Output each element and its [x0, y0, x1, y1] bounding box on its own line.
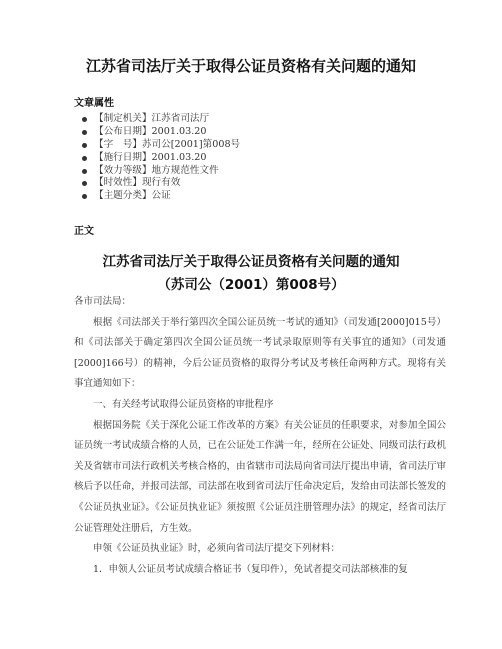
attribute-item: 【时效性】现行有效 — [94, 177, 240, 190]
attribute-item: 【制定机关】江苏省司法厅 — [94, 113, 240, 126]
attribute-item: 【施行日期】2001.03.20 — [94, 152, 240, 165]
paragraph: 根据《司法部关于举行第四次全国公证员统一考试的通知》（司发通[2000]015号）和《司法部关于确定第四次全国公证员统一考试录取原则等有关事宜的通知》（司发通[2000]166号）的精神，今后公证员资格的取得分考试及考核任命两种方式。现将有关事宜通知如下： — [74, 316, 446, 390]
document-title: 江苏省司法厅关于取得公证员资格有关问题的通知 — [85, 57, 416, 75]
attributes-heading: 文章属性 — [74, 98, 114, 109]
attributes-list — [94, 113, 240, 203]
attribute-item: 【字 号】苏司公[2001]第008号 — [94, 139, 240, 152]
body-heading: 正文 — [74, 226, 94, 237]
section-heading: 一、有关经考试取得公证员资格的审批程序 — [93, 398, 274, 410]
document-body — [74, 292, 446, 580]
main-title: 江苏省司法厅关于取得公证员资格有关问题的通知 — [102, 254, 400, 270]
salutation: 各市司法局： — [74, 296, 132, 307]
bullet-icon — [82, 130, 87, 135]
attribute-item: 【公布日期】2001.03.20 — [94, 126, 240, 139]
bullet-icon — [82, 181, 87, 186]
document-number: （苏司公（2001）第008号） — [157, 277, 345, 293]
paragraph: 1．申领人公证员考试成绩合格证书（复印件），免试者提交司法部核准的复 — [93, 563, 408, 575]
attribute-item: 【主题分类】公证 — [94, 190, 240, 203]
bullet-icon — [82, 143, 87, 148]
paragraph: 根据国务院《关于深化公证工作改革的方案》有关公证员的任职要求，对参加全国公证员统一考试成绩合格的人员，已在公证处工作满一年，经所在公证处、同级司法行政机关及省辖市司法行政机关考核合格的，由省辖市司法局向省司法厅提出申请，省司法厅审核后予以任命，并报司法部，司法部在收到省司法厅任命决定后，发给由司法部长签发的《公证员执业证》。《公证员执业证》须按照《公证员注册管理办法》的规定，经省司法厅公证管理处注册后，方生效。 — [74, 419, 446, 534]
attribute-item: 【效力等级】地方规范性文件 — [94, 165, 240, 178]
paragraph: 申领《公证员执业证》时，必须向省司法厅提交下列材料： — [93, 543, 341, 555]
bullet-icon — [82, 169, 87, 174]
bullet-icon — [82, 194, 87, 199]
bullet-icon — [82, 117, 87, 122]
bullet-icon — [82, 156, 87, 161]
